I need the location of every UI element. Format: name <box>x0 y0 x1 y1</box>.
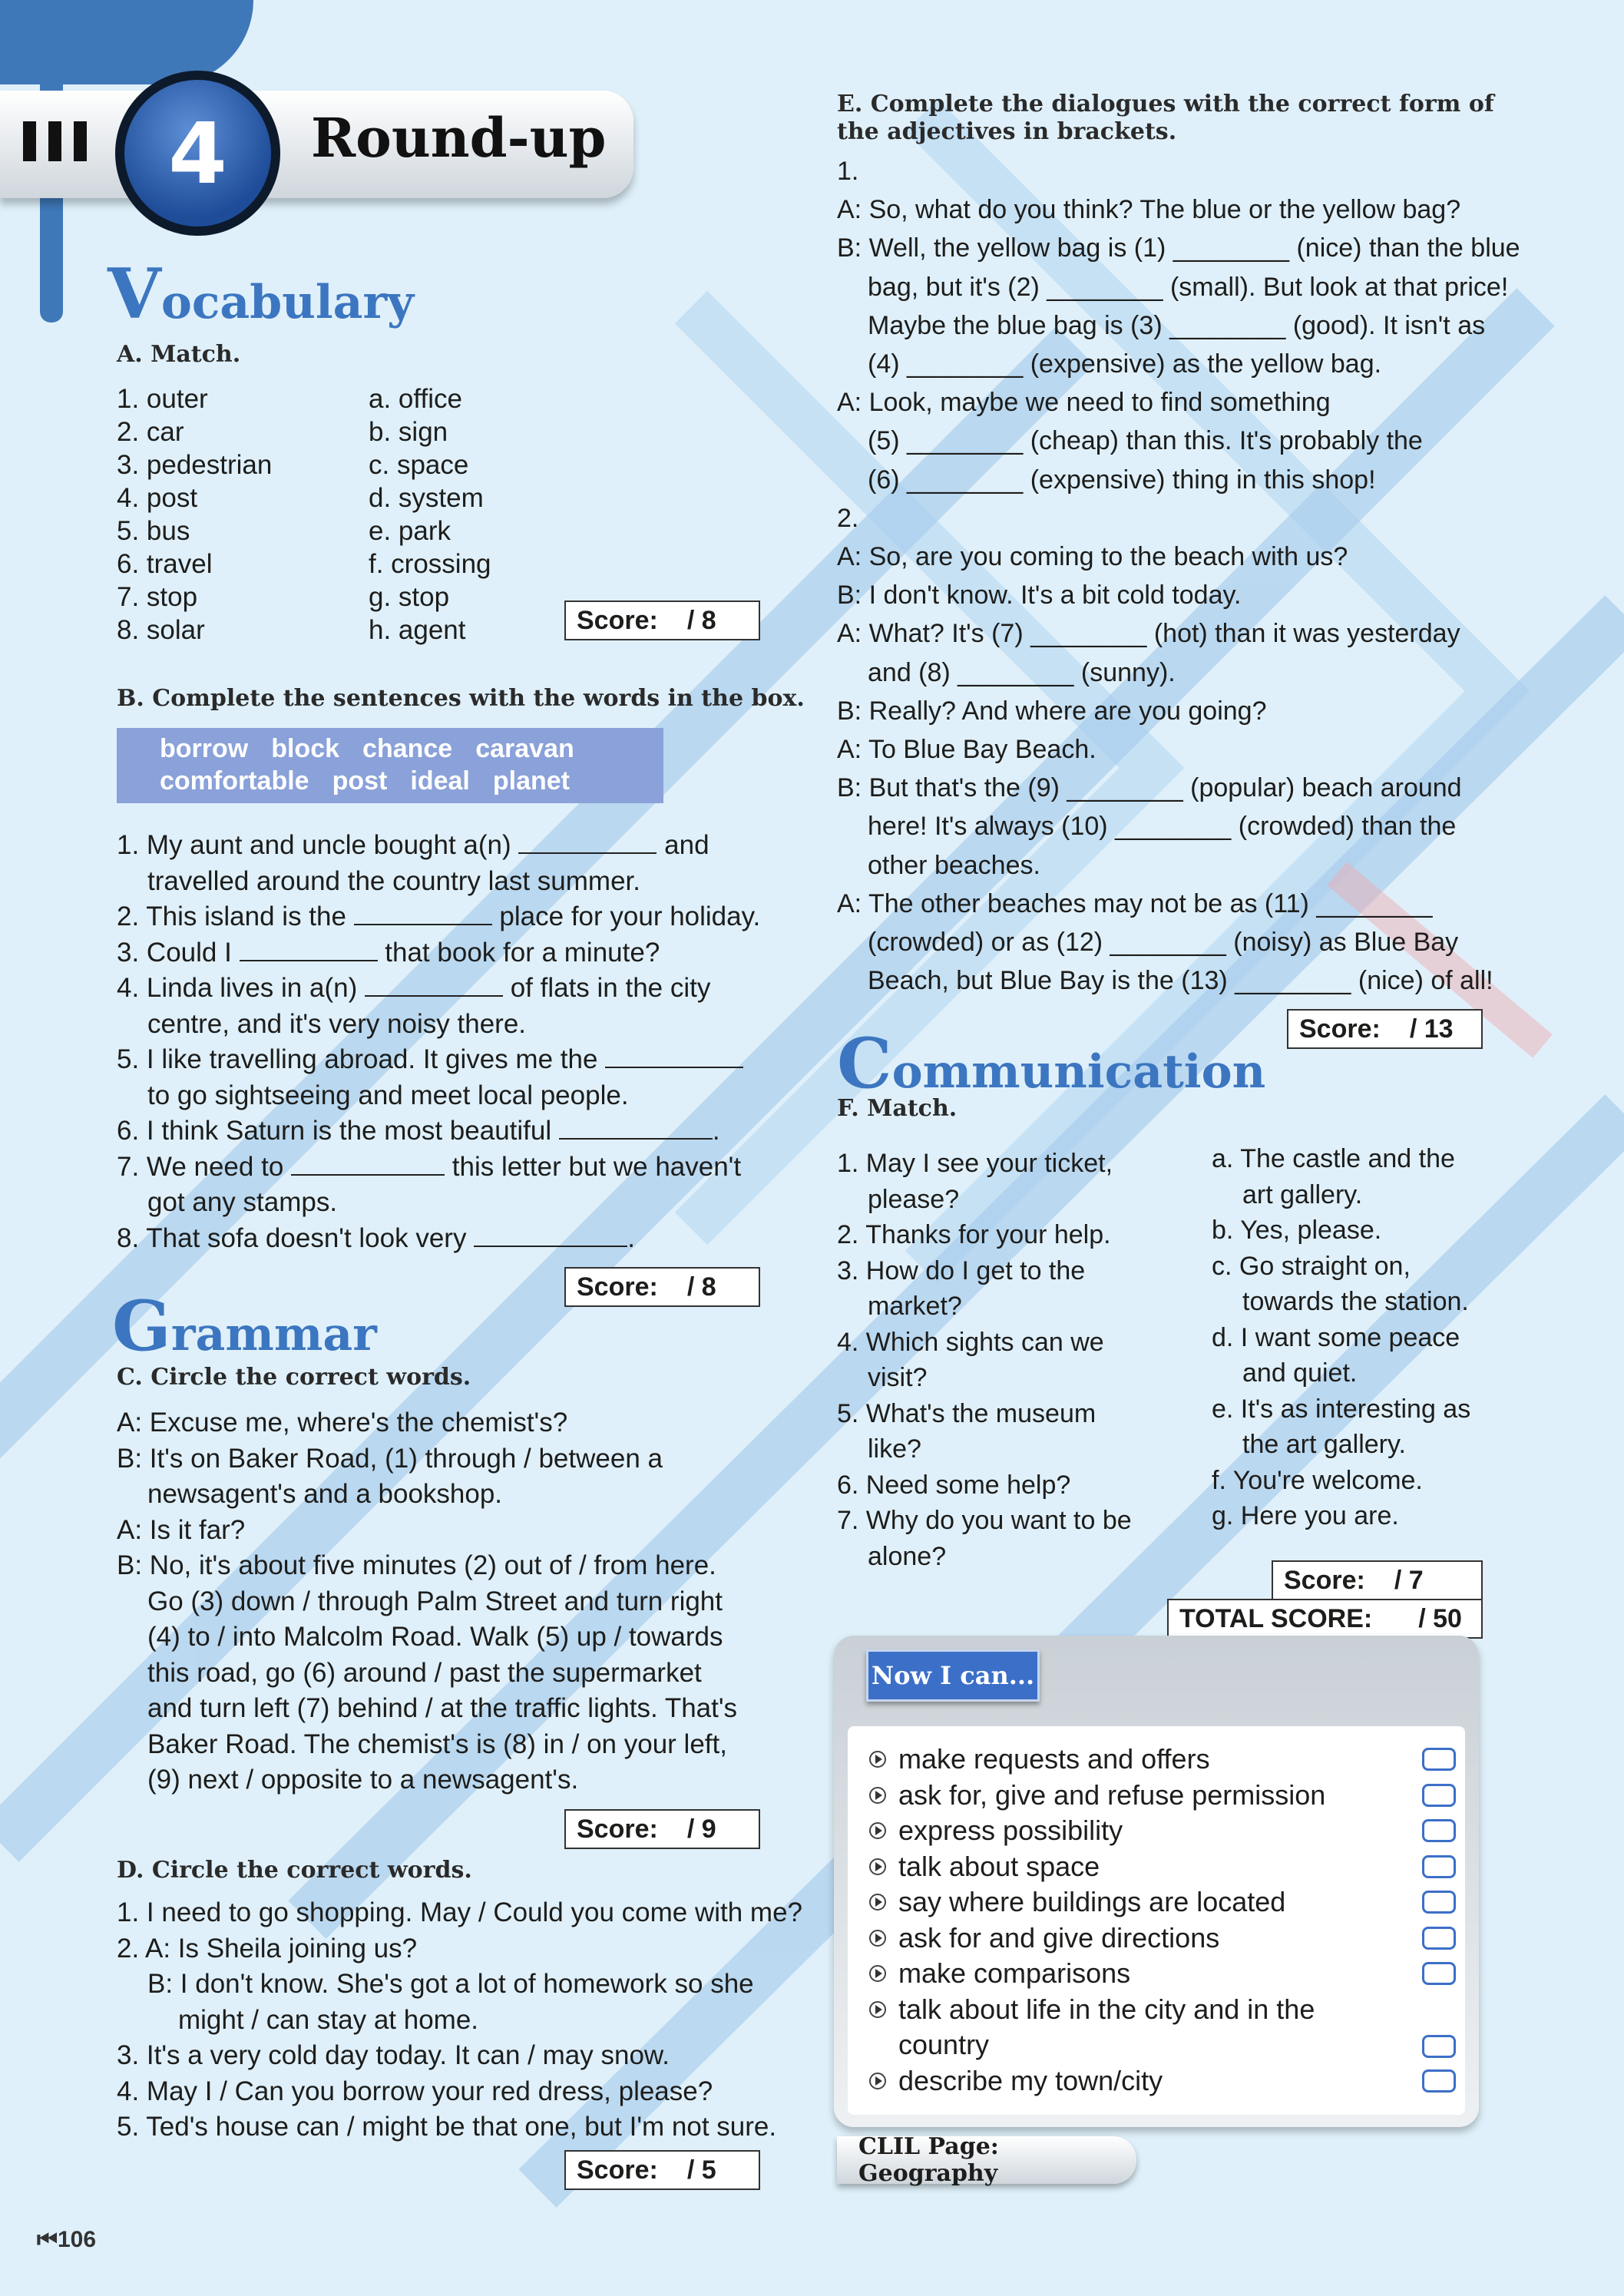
dialogue-line: here! It's always (10) ________ (crowded) than the <box>868 812 1457 842</box>
task-b-instruction: B. Complete the sentences with the words in the box. <box>117 685 805 712</box>
exercise-item: 4. May I / Can you borrow your red dress, please? <box>117 2076 713 2106</box>
match-f-right-list <box>1212 1141 1470 1534</box>
list-item: 8. solar <box>117 615 205 645</box>
dialogue-line: B: It's on Baker Road, (1) through / between a <box>117 1443 663 1474</box>
dialogue-line: A: So, are you coming to the beach with us? <box>837 542 1348 572</box>
word: planet <box>492 766 570 796</box>
list-item: 4. post <box>117 483 198 513</box>
sentence: 5. I like travelling abroad. It gives me the <box>117 1042 760 1078</box>
list-item: art gallery. <box>1242 1179 1363 1209</box>
total-score-box: TOTAL SCORE: / 50 <box>1167 1599 1483 1639</box>
now-i-can-title: Now I can... <box>866 1649 1040 1702</box>
play-arrow-icon <box>869 1965 886 1982</box>
dialogue-line: A: Excuse me, where's the chemist's? <box>117 1408 568 1437</box>
play-arrow-icon <box>869 1787 886 1804</box>
dialogue-line: B: No, it's about five minutes (2) out of / from here. <box>117 1550 716 1580</box>
checkbox[interactable] <box>1422 2069 1456 2093</box>
list-item: 5. What's the museum <box>837 1398 1096 1428</box>
score-box-b: Score: / 8 <box>564 1267 760 1307</box>
exercise-item: 1. I need to go shopping. May / Could you come with me? <box>117 1897 803 1927</box>
checkbox[interactable] <box>1422 1819 1456 1842</box>
dialogue-line: Maybe the blue bag is (3) ________ (good). It isn't as <box>868 310 1486 340</box>
play-arrow-icon <box>869 1858 886 1875</box>
dialogue-line: (6) ________ (expensive) thing in this shop! <box>868 465 1376 495</box>
list-item: h. agent <box>369 615 466 645</box>
checkbox[interactable] <box>1422 1748 1456 1771</box>
dialogue-line: B: Really? And where are you going? <box>837 696 1267 726</box>
score-box-c: Score: / 9 <box>564 1809 760 1849</box>
exercise-e-dialogues <box>837 152 1520 1000</box>
dialogue-line: and (8) ________ (sunny). <box>868 657 1176 687</box>
exercise-c-dialogue <box>117 1405 737 1798</box>
list-item: please? <box>868 1184 960 1214</box>
word: ideal <box>410 766 470 796</box>
sentence: 2. This island is the place for your holiday. <box>117 902 761 931</box>
sentence: 1. My aunt and uncle bought a(n) and <box>117 830 709 860</box>
list-item: a. office <box>369 384 462 414</box>
dialogue-line: Go (3) down / through Palm Street and turn right <box>147 1586 723 1616</box>
sentence-continuation: got any stamps. <box>147 1187 338 1217</box>
list-item: 5. bus <box>117 516 190 546</box>
list-item: the art gallery. <box>1242 1430 1406 1459</box>
dialogue-line: A: To Blue Bay Beach. <box>837 735 1096 765</box>
dialogue-line: B: I don't know. It's a bit cold today. <box>837 581 1242 610</box>
sentence: 7. We need to this letter but we haven't <box>117 1151 742 1182</box>
can-do-item: describe my town/city <box>869 2063 1453 2099</box>
communication-heading: Communication <box>837 1023 1266 1104</box>
play-arrow-icon <box>869 1751 886 1768</box>
can-do-item: talk about life in the city and in the country <box>869 1992 1328 2063</box>
list-item: 4. Which sights can we <box>837 1327 1104 1357</box>
task-f-instruction: F. Match. <box>837 1095 958 1122</box>
list-item: 3. How do I get to the <box>837 1256 1086 1285</box>
task-d-instruction: D. Circle the correct words. <box>117 1857 472 1884</box>
task-e-instruction-2: the adjectives in brackets. <box>837 118 1177 145</box>
list-item: and quiet. <box>1242 1358 1358 1388</box>
exercise-item: 3. It's a very cold day today. It can / may snow. <box>117 2040 670 2070</box>
vocabulary-heading: Vocabulary <box>107 253 414 335</box>
can-do-item: ask for, give and refuse permission <box>869 1778 1453 1814</box>
list-item: f. crossing <box>369 549 491 579</box>
play-arrow-icon <box>869 2073 886 2089</box>
can-do-item: make requests and offers <box>869 1742 1453 1778</box>
dialogue-number: 1. <box>837 157 859 186</box>
dialogue-line: this road, go (6) around / past the supermarket <box>147 1657 702 1688</box>
list-item: b. sign <box>369 417 448 447</box>
dialogue-line: newsagent's and a bookshop. <box>147 1479 503 1509</box>
dialogue-line: Baker Road. The chemist's is (8) in / on your left, <box>147 1729 727 1759</box>
list-item: a. The castle and the <box>1212 1144 1455 1173</box>
dialogue-line: and turn left (7) behind / at the traffic lights. That's <box>147 1693 738 1723</box>
match-a-left-list <box>117 382 272 647</box>
word: block <box>271 734 340 763</box>
list-item: visit? <box>868 1363 928 1392</box>
list-item: like? <box>868 1434 921 1464</box>
sentence: 4. Linda lives in a(n) of flats in the city <box>117 973 711 1003</box>
sentence-continuation: to go sightseeing and meet local people. <box>147 1080 629 1110</box>
sentence-continuation: travelled around the country last summer. <box>147 865 640 896</box>
score-box-e: Score: / 13 <box>1287 1009 1483 1049</box>
match-f-left-list <box>837 1146 1132 1574</box>
exercise-d-items <box>117 1895 802 2145</box>
checkbox[interactable] <box>1422 1891 1456 1914</box>
list-item: 2. car <box>117 417 184 447</box>
list-item: b. Yes, please. <box>1212 1216 1382 1245</box>
sentence-continuation: centre, and it's very noisy there. <box>147 1008 527 1039</box>
dialogue-line: A: Look, maybe we need to find something <box>837 388 1331 418</box>
now-i-can-panel <box>834 1636 1479 2127</box>
list-item: g. Here you are. <box>1212 1501 1399 1530</box>
list-item: e. It's as interesting as <box>1212 1394 1471 1424</box>
grammar-heading: Grammar <box>112 1285 377 1367</box>
sentence: 8. That sofa doesn't look very . <box>117 1222 635 1253</box>
score-box-f: Score: / 7 <box>1272 1560 1483 1600</box>
checkbox[interactable] <box>1422 1784 1456 1807</box>
word: borrow <box>160 734 249 763</box>
can-do-item: express possibility <box>869 1813 1453 1849</box>
word: caravan <box>475 734 574 763</box>
list-item: g. stop <box>369 582 450 612</box>
dialogue-line: A: The other beaches may not be as (11) ________ <box>837 888 1433 918</box>
list-item: d. I want some peace <box>1212 1322 1460 1352</box>
word: post <box>332 766 388 796</box>
page-number: ⏮106 <box>37 2227 97 2252</box>
play-arrow-icon <box>869 1822 886 1839</box>
unit-number-badge: 4 <box>115 71 280 236</box>
dialogue-line: Beach, but Blue Bay is the (13) ________ (nice) of all! <box>868 966 1493 996</box>
score-box-d: Score: / 5 <box>564 2150 760 2190</box>
play-arrow-icon <box>869 2001 886 2018</box>
list-item: d. system <box>369 483 484 513</box>
dialogue-line: B: But that's the (9) ________ (popular) beach around <box>837 773 1462 803</box>
dialogue-line: (4) ________ (expensive) as the yellow bag. <box>868 349 1382 379</box>
task-e-instruction: E. Complete the dialogues with the correct form of <box>837 91 1494 117</box>
header-stripes <box>23 121 87 161</box>
play-arrow-icon <box>869 1894 886 1911</box>
can-do-item: talk about space <box>869 1849 1453 1885</box>
dialogue-number: 2. <box>837 503 859 533</box>
exercise-item: might / can stay at home. <box>178 2004 479 2035</box>
dialogue-line: bag, but it's (2) ________ (small). But look at that price! <box>868 272 1509 302</box>
list-item: 6. Need some help? <box>837 1470 1071 1500</box>
page-title: Round-up <box>311 106 607 170</box>
dialogue-line: B: Well, the yellow bag is (1) ________ (nice) than the blue <box>837 233 1520 263</box>
list-item: e. park <box>369 516 451 546</box>
checkbox[interactable] <box>1422 1962 1456 1985</box>
list-item: 1. May I see your ticket, <box>837 1149 1113 1178</box>
list-item: 7. Why do you want to be <box>837 1506 1132 1535</box>
dialogue-line: (9) next / opposite to a newsagent's. <box>147 1765 579 1795</box>
can-do-item: say where buildings are located <box>869 1884 1453 1921</box>
list-item: f. You're welcome. <box>1212 1465 1423 1495</box>
sentence: 3. Could I that book for a minute? <box>117 937 660 968</box>
task-a-instruction: A. Match. <box>117 341 241 368</box>
list-item: 1. outer <box>117 384 208 414</box>
list-item: market? <box>868 1292 962 1321</box>
word-box <box>117 728 663 803</box>
exercise-item: 5. Ted's house can / might be that one, but I'm not sure. <box>117 2112 777 2142</box>
exercise-item: B: I don't know. She's got a lot of homework so she <box>147 1969 754 1999</box>
dialogue-line: other beaches. <box>868 850 1040 880</box>
can-do-item: ask for and give directions <box>869 1921 1453 1957</box>
list-item: c. space <box>369 450 469 480</box>
dialogue-line: (crowded) or as (12) ________ (noisy) as Blue Bay <box>868 928 1459 958</box>
word: comfortable <box>160 766 309 796</box>
exercise-item: 2. A: Is Sheila joining us? <box>117 1933 418 1964</box>
list-item: 2. Thanks for your help. <box>837 1220 1111 1249</box>
play-arrow-icon <box>869 1930 886 1947</box>
dialogue-line: A: So, what do you think? The blue or the yellow bag? <box>837 195 1461 225</box>
list-item: 7. stop <box>117 582 198 612</box>
dialogue-line: A: What? It's (7) ________ (hot) than it was yesterday <box>837 619 1460 649</box>
dialogue-line: (4) to / into Malcolm Road. Walk (5) up / towards <box>147 1622 723 1652</box>
sentence: 6. I think Saturn is the most beautiful . <box>117 1116 720 1146</box>
can-do-item: make comparisons <box>869 1956 1453 1992</box>
list-item: towards the station. <box>1242 1287 1469 1316</box>
list-item: 3. pedestrian <box>117 450 273 480</box>
now-i-can-list <box>869 1742 1453 2099</box>
checkbox[interactable] <box>1422 1927 1456 1950</box>
list-item: c. Go straight on, <box>1212 1251 1411 1281</box>
exercise-b-sentences <box>117 828 760 1256</box>
score-box-a: Score: / 8 <box>564 600 760 640</box>
list-item: alone? <box>868 1541 947 1571</box>
checkbox[interactable] <box>1422 1855 1456 1878</box>
list-item: 6. travel <box>117 549 213 579</box>
dialogue-line: (5) ________ (cheap) than this. It's probably the <box>868 426 1423 456</box>
task-c-instruction: C. Circle the correct words. <box>117 1364 471 1391</box>
clil-page-link[interactable]: CLIL Page: Geography <box>837 2136 1136 2184</box>
dialogue-line: A: Is it far? <box>117 1514 246 1545</box>
match-a-right-list <box>369 382 491 647</box>
checkbox[interactable] <box>1422 2035 1456 2058</box>
word: chance <box>362 734 453 763</box>
